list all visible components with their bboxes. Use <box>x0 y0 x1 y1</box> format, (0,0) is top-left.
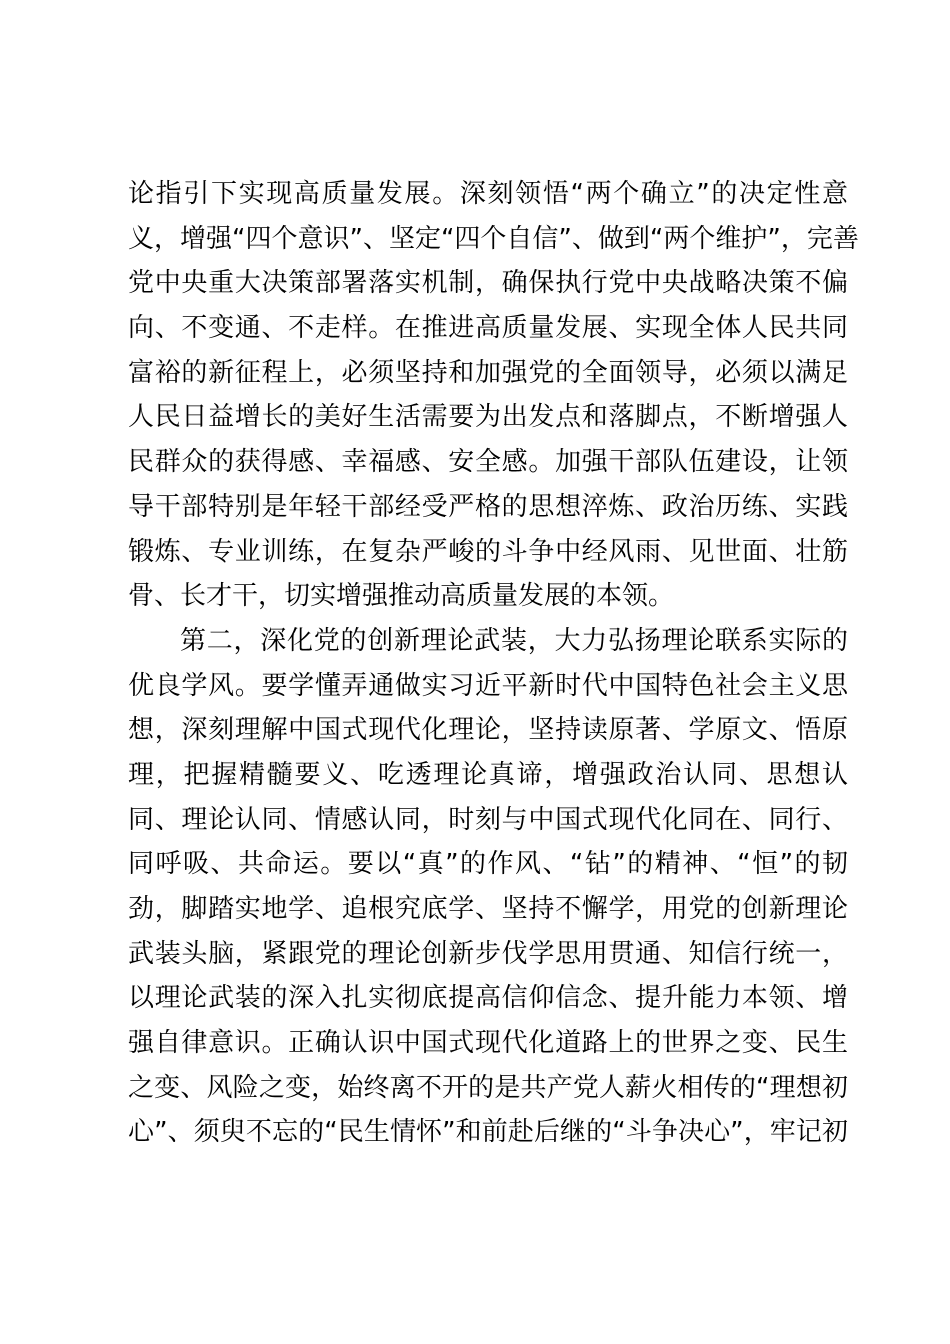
text-line: 强自律意识。正确认识中国式现代化道路上的世界之变、民生 <box>128 1028 848 1059</box>
text-line: 想，深刻理解中国式现代化理论，坚持读原著、学原文、悟原 <box>128 715 848 746</box>
text-line: 义，增强“四个意识”、坚定“四个自信”、做到“两个维护”，完善 <box>128 223 859 254</box>
text-line: 向、不变通、不走样。在推进高质量发展、实现全体人民共同 <box>128 313 848 344</box>
text-line: 以理论武装的深入扎实彻底提高信仰信念、提升能力本领、增 <box>128 983 848 1014</box>
text-line: 优良学风。要学懂弄通做实习近平新时代中国特色社会主义思 <box>128 670 848 701</box>
text-line: 人民日益增长的美好生活需要为出发点和落脚点，不断增强人 <box>128 402 848 433</box>
text-line: 富裕的新征程上，必须坚持和加强党的全面领导，必须以满足 <box>128 357 848 388</box>
text-line: 导干部特别是年轻干部经受严格的思想淬炼、政治历练、实践 <box>128 491 848 522</box>
paragraph-start-line: 第二，深化党的创新理论武装，大力弘扬理论联系实际的 <box>180 625 848 656</box>
body-text <box>128 172 859 1155</box>
text-line: 论指引下实现高质量发展。深刻领悟“两个确立”的决定性意 <box>128 179 848 209</box>
text-line: 骨、长才干，切实增强推动高质量发展的本领。 <box>128 581 675 612</box>
text-line: 之变、风险之变，始终离不开的是共产党人薪火相传的“理想初 <box>128 1072 848 1103</box>
text-line: 锻炼、专业训练，在复杂严峻的斗争中经风雨、见世面、壮筋 <box>128 536 848 567</box>
text-line: 理，把握精髓要义、吃透理论真谛，增强政治认同、思想认 <box>128 759 848 790</box>
text-line: 武装头脑，紧跟党的理论创新步伐学思用贯通、知信行统一， <box>128 938 848 969</box>
text-line: 同、理论认同、情感认同，时刻与中国式现代化同在、同行、 <box>128 804 848 835</box>
text-line: 民群众的获得感、幸福感、安全感。加强干部队伍建设，让领 <box>128 447 848 478</box>
text-line: 党中央重大决策部署落实机制，确保执行党中央战略决策不偏 <box>128 268 848 299</box>
text-line: 心”、须臾不忘的“民生情怀”和前赴后继的“斗争决心”，牢记初 <box>128 1117 848 1148</box>
text-line: 劲，脚踏实地学、追根究底学、坚持不懈学，用党的创新理论 <box>128 894 848 924</box>
text-line: 同呼吸、共命运。要以“真”的作风、“钻”的精神、“恒”的韧 <box>128 849 848 880</box>
